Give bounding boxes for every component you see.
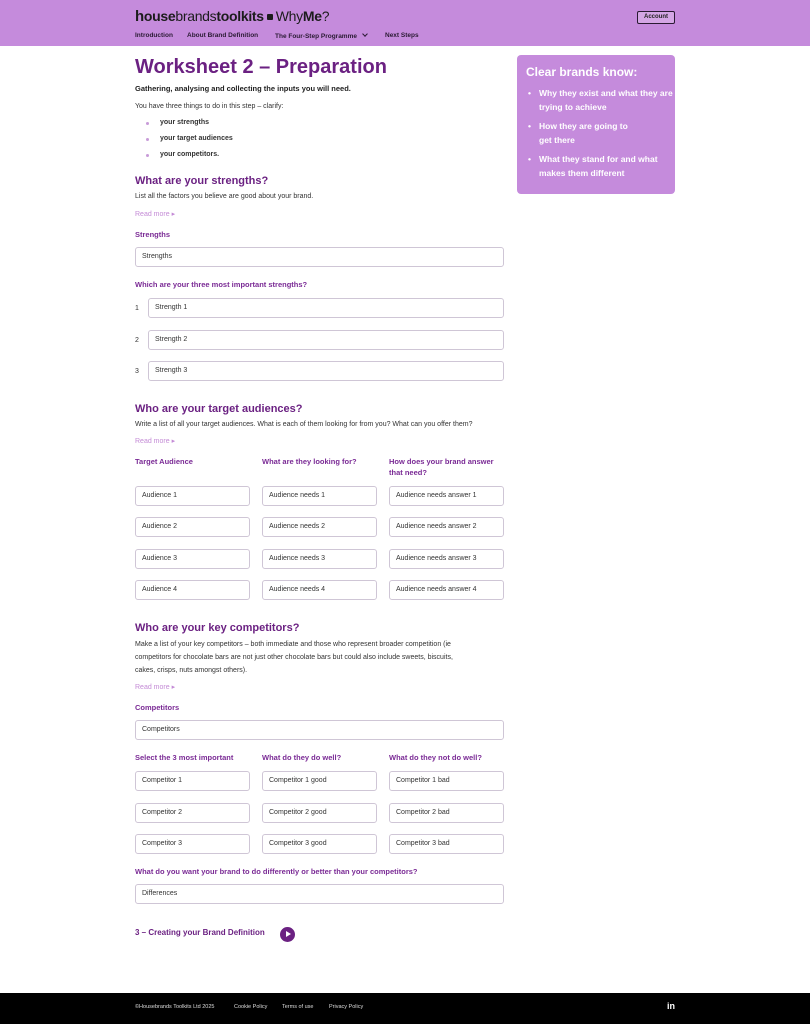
- nav-next-steps[interactable]: Next Steps: [385, 32, 419, 39]
- audience-input[interactable]: Audience 4: [135, 580, 250, 600]
- nav-label: The Four-Step Programme: [275, 33, 357, 40]
- audience-input[interactable]: Audience needs answer 3: [389, 549, 504, 569]
- audience-input[interactable]: Audience needs answer 2: [389, 517, 504, 537]
- column-header: Target Audience: [135, 457, 193, 466]
- strengths-heading: What are your strengths?: [135, 175, 269, 187]
- competitor-input[interactable]: Competitor 2 good: [262, 803, 377, 823]
- strength-1-input[interactable]: Strength 1: [148, 298, 504, 318]
- strength-3-input[interactable]: Strength 3: [148, 361, 504, 381]
- column-header: Select the 3 most important: [135, 753, 234, 762]
- competitor-input[interactable]: Competitor 3: [135, 834, 250, 854]
- audiences-text: Write a list of all your target audiences. What is each of them looking for from you? What can you offer them?: [135, 421, 473, 428]
- competitor-input[interactable]: Competitor 3 good: [262, 834, 377, 854]
- triangle-right-icon: ▸: [171, 211, 176, 218]
- terms-link[interactable]: Terms of use: [282, 1004, 314, 1010]
- read-more-link[interactable]: Read more ▸: [135, 438, 176, 445]
- bullet-item: your competitors.: [147, 151, 219, 158]
- privacy-policy-link[interactable]: Privacy Policy: [329, 1004, 364, 1010]
- differences-input[interactable]: Differences: [135, 884, 504, 904]
- competitor-input[interactable]: Competitor 1: [135, 771, 250, 791]
- column-header: What do they not do well?: [389, 753, 482, 762]
- competitor-input[interactable]: Competitor 3 bad: [389, 834, 504, 854]
- competitor-input[interactable]: Competitor 1 good: [262, 771, 377, 791]
- linkedin-icon[interactable]: in: [667, 1001, 675, 1011]
- column-header: How does your brand answer that need?: [389, 457, 494, 477]
- copyright: ©Housebrands Toolkits Ltd 2025: [135, 1004, 215, 1010]
- column-header: What do they do well?: [262, 753, 342, 762]
- number-label: 3: [135, 368, 139, 375]
- strengths-input[interactable]: Strengths: [135, 247, 504, 267]
- competitors-text-line: cakes, crisps, nuts amongst others).: [135, 667, 248, 674]
- number-label: 1: [135, 305, 139, 312]
- bullet-item: your target audiences: [147, 135, 233, 142]
- panel-item: • Why they exist and what they are trying to achieve: [526, 87, 675, 114]
- nav-about-brand-definition[interactable]: About Brand Definition: [187, 32, 259, 39]
- triangle-right-icon: ▸: [171, 684, 176, 691]
- top-strengths-label: Which are your three most important strengths?: [135, 280, 308, 289]
- differences-label: What do you want your brand to do differently or better than your competitors?: [135, 867, 418, 876]
- nav-introduction[interactable]: Introduction: [135, 32, 173, 39]
- number-label: 2: [135, 337, 139, 344]
- clear-brands-panel: [517, 55, 675, 194]
- competitor-input[interactable]: Competitor 1 bad: [389, 771, 504, 791]
- competitor-input[interactable]: Competitor 2 bad: [389, 803, 504, 823]
- audience-input[interactable]: Audience 2: [135, 517, 250, 537]
- nav-four-step-programme[interactable]: [275, 32, 367, 40]
- read-more-link[interactable]: Read more ▸: [135, 684, 176, 691]
- read-more-link[interactable]: Read more ▸: [135, 211, 176, 218]
- audience-input[interactable]: Audience 3: [135, 549, 250, 569]
- triangle-right-icon: ▸: [171, 438, 176, 445]
- panel-item: • What they stand for and what makes them different: [526, 153, 675, 180]
- next-step-link[interactable]: 3 – Creating your Brand Definition: [135, 928, 265, 937]
- audiences-heading: Who are your target audiences?: [135, 403, 303, 415]
- panel-item: • How they are going to get there: [526, 120, 636, 147]
- account-button[interactable]: Account: [637, 11, 675, 24]
- competitors-label: Competitors: [135, 703, 180, 712]
- audience-input[interactable]: Audience needs answer 1: [389, 486, 504, 506]
- audience-input[interactable]: Audience needs 2: [262, 517, 377, 537]
- panel-title: Clear brands know:: [526, 65, 638, 79]
- strengths-label: Strengths: [135, 230, 171, 239]
- play-icon[interactable]: [280, 927, 295, 942]
- intro-text: You have three things to do in this step – clarify:: [135, 103, 284, 110]
- site-logo[interactable]: housebrandstoolkits WhyMe?: [135, 8, 330, 25]
- audience-input[interactable]: Audience 1: [135, 486, 250, 506]
- site-header: [0, 0, 810, 46]
- competitor-input[interactable]: Competitor 2: [135, 803, 250, 823]
- site-footer: [0, 993, 810, 1024]
- competitors-heading: Who are your key competitors?: [135, 622, 300, 634]
- audience-input[interactable]: Audience needs 4: [262, 580, 377, 600]
- strength-2-input[interactable]: Strength 2: [148, 330, 504, 350]
- audience-input[interactable]: Audience needs 3: [262, 549, 377, 569]
- audience-input[interactable]: Audience needs 1: [262, 486, 377, 506]
- page-title: Worksheet 2 – Preparation: [135, 56, 387, 78]
- competitors-text-line: Make a list of your key competitors – both immediate and those who represent broader competition (ie: [135, 641, 451, 648]
- bullet-item: your strengths: [147, 119, 209, 126]
- strengths-text: List all the factors you believe are good about your brand.: [135, 193, 314, 200]
- column-header: What are they looking for?: [262, 457, 357, 466]
- audience-input[interactable]: Audience needs answer 4: [389, 580, 504, 600]
- competitors-input[interactable]: Competitors: [135, 720, 504, 740]
- competitors-text-line: competitors for chocolate bars are not just other chocolate bars but could also include sweets, biscuits,: [135, 654, 453, 661]
- page-subtitle: Gathering, analysing and collecting the inputs you will need.: [135, 84, 351, 93]
- cookie-policy-link[interactable]: Cookie Policy: [234, 1004, 268, 1010]
- chevron-down-icon: [362, 31, 368, 37]
